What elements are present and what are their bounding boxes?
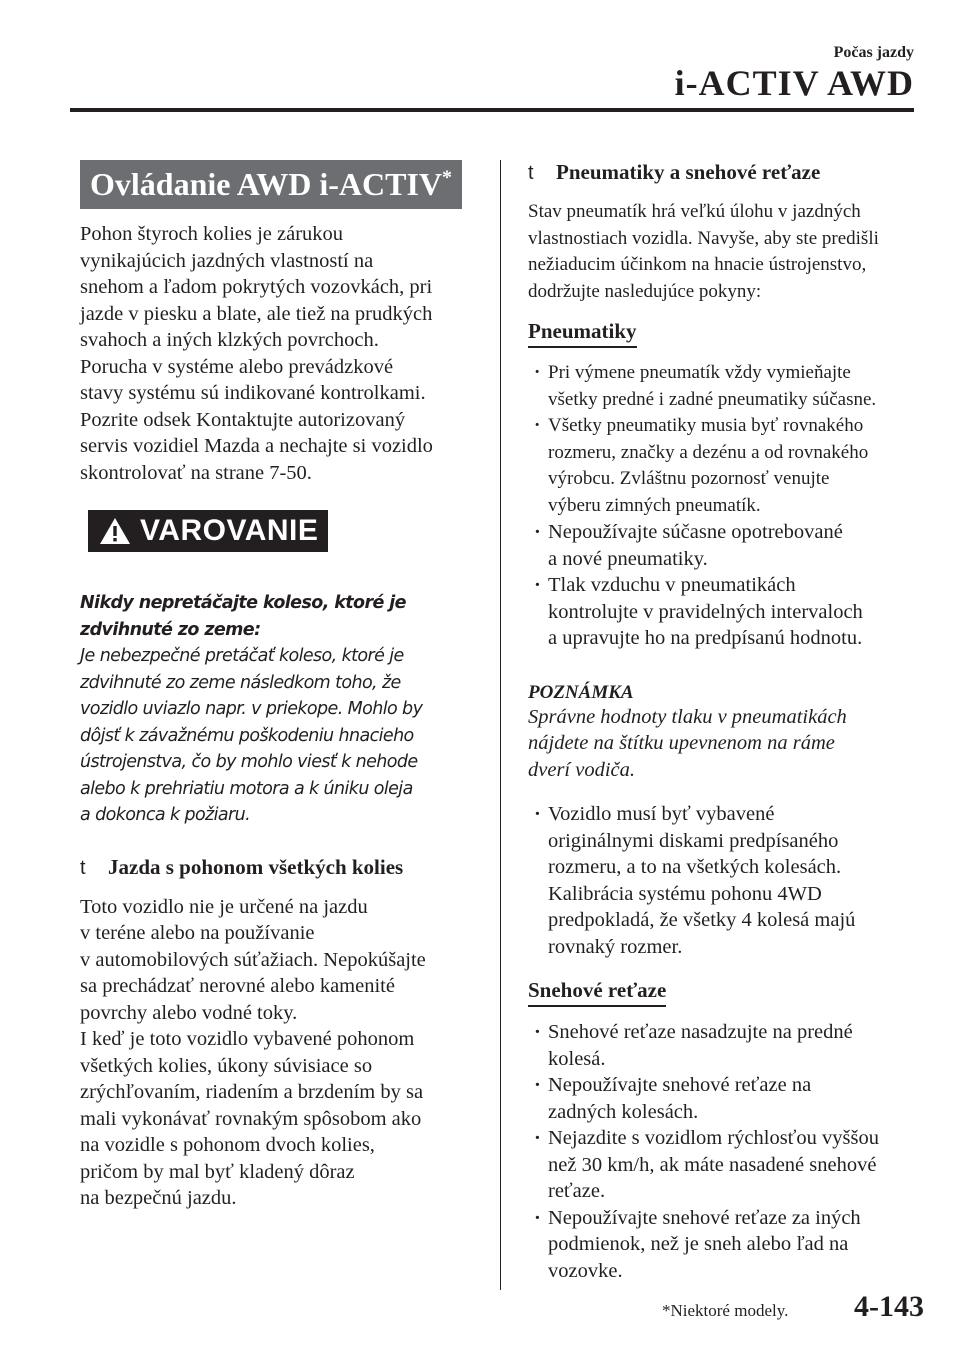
list-item-line: rozmeru, značky a dezénu a od rovnakého [548, 441, 869, 463]
awd-line: pričom by mal byť kladený dôraz [80, 1160, 355, 1183]
warning-triangle-icon [98, 516, 132, 546]
header-chapter: Počas jazdy [833, 44, 914, 61]
warning-body-line: alebo k prehriatiu motora a k úniku oleja [80, 778, 413, 799]
note-line: dverí vodiča. [528, 758, 636, 781]
list-item-line: zadných kolesách. [548, 1100, 699, 1123]
list-item-line: vozovke. [548, 1259, 623, 1282]
subsection-bullet: t [528, 162, 534, 184]
header-title: i-ACTIV AWD [674, 63, 914, 103]
list-item-line: · Snehové reťaze nasadzujte na predné [548, 1021, 853, 1043]
awd-line: sa prechádzať nerovné alebo kamenité [80, 975, 395, 997]
list-item-line: rovnaký rozmer. [548, 935, 683, 958]
list-item-line: predpokladá, že všetky 4 kolesá majú [548, 909, 856, 931]
list-item-line: · Vozidlo musí byť vybavené [548, 803, 775, 825]
warning-label: VAROVANIE [140, 514, 319, 547]
list-item-line: výrobcu. Zvláštnu pozornosť venujte [548, 468, 830, 489]
tires-intro [528, 199, 918, 305]
awd-line: všetkých kolies, úkony súvisiace so [80, 1054, 373, 1077]
warning-head-line: zdvihnuté zo zeme: [80, 619, 261, 640]
intro-paragraph [80, 221, 476, 486]
intro-line: svahoch a iných klzkých povrchoch. [80, 329, 379, 351]
list-item-line: a upravujte ho na predpísanú hodnotu. [548, 627, 863, 649]
list-item-line: než 30 km/h, ak máte nasadené snehové [548, 1153, 877, 1176]
right-column [528, 160, 918, 1284]
warning-body-line: a dokonca k požiaru. [80, 805, 251, 825]
list-item-line: kolesá. [548, 1047, 606, 1070]
list-item-line: a nové pneumatiky. [548, 547, 708, 570]
list-item [528, 572, 918, 652]
awd-line: I keď je toto vozidlo vybavené pohonom [80, 1028, 415, 1050]
list-item-line: · Všetky pneumatiky musia byť rovnakého [548, 415, 864, 436]
list-item [528, 1125, 918, 1205]
intro-line: snehom a ľadom pokrytých vozovkách, pri [80, 276, 433, 298]
awd-line: v automobilových súťažiach. Nepokúšajte [80, 948, 426, 971]
warning-body-line: vozidlo uviazlo napr. v priekope. Mohlo by [80, 699, 423, 719]
awd-line: zrýchľovaním, riadením a brzdením by sa [80, 1081, 424, 1103]
header-rule [70, 108, 914, 112]
list-item [528, 1072, 918, 1125]
list-item [528, 1019, 918, 1072]
note-line: Správne hodnoty tlaku v pneumatikách [528, 705, 847, 728]
note-line: nájdete na štítku upevnenom na ráme [528, 732, 835, 754]
subsection-title: Jazda s pohonom všetkých kolies [108, 854, 404, 879]
list-item-line: · Pri výmene pneumatík vždy vymieňajte [548, 362, 851, 383]
column-divider [500, 160, 501, 1290]
awd-line: Toto vozidlo nie je určené na jazdu [80, 895, 368, 918]
warning-badge [88, 510, 328, 552]
page-number: 4-143 [854, 1290, 924, 1323]
note-heading: POZNÁMKA [528, 681, 634, 703]
list-item [528, 1205, 918, 1285]
list-item-line: všetky predné i zadné pneumatiky súčasne. [548, 388, 877, 410]
warning-body-line: dôjsť k závažnému poškodeniu hnacieho [80, 725, 414, 746]
warning-text [80, 590, 476, 829]
subsection-heading-awd [80, 855, 476, 880]
intro-line: jazde v piesku a blate, ale tiež na prudkých [80, 302, 433, 325]
section-title [80, 160, 462, 209]
list-item-line: originálnymi diskami predpísaného [548, 829, 839, 852]
warning-body-line: Je nebezpečné pretáčať koleso, ktoré je [80, 646, 404, 666]
chains-list [528, 1019, 918, 1284]
list-item [528, 801, 918, 960]
list-item-line: kontrolujte v pravidelných intervaloch [548, 600, 863, 623]
intro-line: stavy systému sú indikované kontrolkami. [80, 382, 426, 404]
list-item-line: · Nepoužívajte súčasne opotrebované [548, 521, 843, 543]
awd-line: mali vykonávať rovnakým spôsobom ako [80, 1107, 422, 1130]
intro-line: Pozrite odsek Kontaktujte autorizovaný [80, 408, 406, 431]
chains-heading: Snehové reťaze [528, 978, 666, 1007]
list-item [528, 360, 918, 413]
warning-body-line: zdvihnuté zo zeme následkom toho, že [80, 672, 401, 693]
note-text [528, 704, 918, 784]
tires-intro-line: Stav pneumatík hrá veľkú úlohu v jazdných [528, 201, 861, 222]
intro-line: Porucha v systéme alebo prevádzkové [80, 355, 394, 378]
tires-heading: Pneumatiky [528, 319, 637, 348]
list-item [528, 413, 918, 519]
awd-paragraph [80, 894, 476, 1212]
warning-body-line: ústrojenstva, čo by mohlo viesť k nehode [80, 752, 418, 772]
intro-line: Pohon štyroch kolies je zárukou [80, 223, 344, 245]
list-item-line: · Nepoužívajte snehové reťaze za iných [548, 1206, 861, 1229]
awd-line: na bezpečnú jazdu. [80, 1187, 237, 1209]
awd-line: na vozidle s pohonom dvoch kolies, [80, 1134, 375, 1156]
list-item-line: rozmeru, a to na všetkých kolesách. [548, 856, 842, 878]
intro-line: servis vozidiel Mazda a nechajte si vozidlo [80, 435, 433, 457]
intro-line: vynikajúcich jazdných vlastností na [80, 249, 374, 272]
subsection-heading-tires [528, 160, 918, 185]
list-item-line: · Nejazdite s vozidlom rýchlosťou vyššou [548, 1127, 880, 1149]
intro-line: skontrolovať na strane 7-50. [80, 461, 312, 484]
subsection-bullet: t [80, 856, 86, 879]
footnote: *Niektoré modely. [662, 1301, 789, 1320]
awd-line: povrchy alebo vodné toky. [80, 1001, 298, 1024]
warning-head-line: Nikdy nepretáčajte koleso, ktoré je [80, 593, 406, 613]
wheel-list [528, 801, 918, 960]
list-item-line: podmienok, než je sneh alebo ľad na [548, 1233, 849, 1255]
tires-list [528, 360, 918, 652]
left-column [80, 160, 476, 1212]
list-item-line: Kalibrácia systému pohonu 4WD [548, 882, 822, 905]
list-item-line: · Nepoužívajte snehové reťaze na [548, 1074, 812, 1096]
tires-intro-line: vlastnostiach vozidla. Navyše, aby ste predišli [528, 227, 879, 249]
list-item-line: · Tlak vzduchu v pneumatikách [548, 574, 796, 596]
list-item-line: výberu zimných pneumatík. [548, 494, 761, 516]
awd-line: v teréne alebo na používanie [80, 922, 315, 944]
tires-intro-line: nežiaducim účinkom na hnacie ústrojenstvo, [528, 254, 867, 275]
list-item [528, 519, 918, 572]
section-title-text: Ovládanie AWD i-ACTIV [90, 166, 443, 202]
list-item-line: reťaze. [548, 1180, 606, 1202]
tires-intro-line: dodržujte nasledujúce pokyny: [528, 280, 762, 302]
subsection-title: Pneumatiky a snehové reťaze [556, 160, 821, 184]
section-title-mark: * [442, 166, 453, 189]
